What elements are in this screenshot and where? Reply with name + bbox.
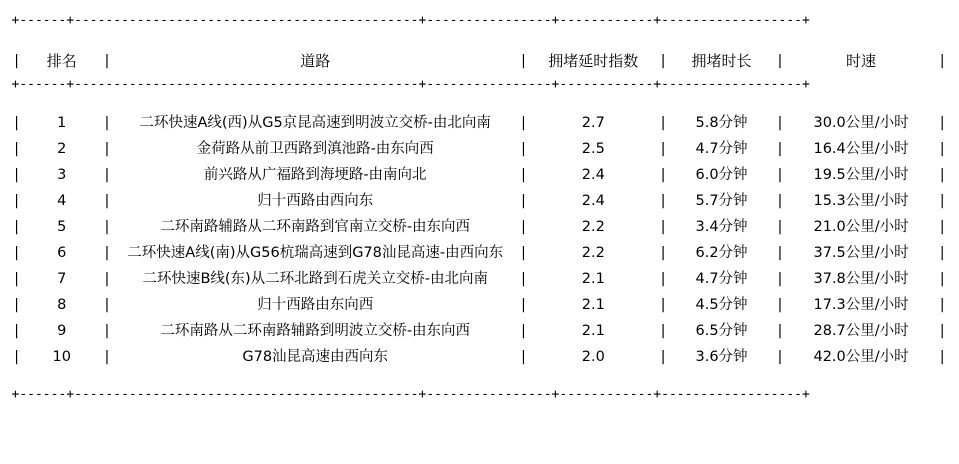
bar-glyph: | [519,271,528,287]
bar-glyph: | [938,245,947,261]
bar-glyph: | [12,193,21,209]
header-congestion-duration: 拥堵时长 [691,52,752,70]
bar-glyph: | [938,141,947,157]
bar-glyph: | [519,349,528,365]
cell-index: 2.2 [581,245,605,261]
cell-index: 2.1 [581,297,605,313]
bar-glyph: | [775,323,785,339]
bar-glyph: | [519,323,528,339]
bar-glyph: | [12,349,21,365]
cell-rank: 8 [57,297,67,313]
bar-glyph: | [658,245,668,261]
bar-glyph: | [658,141,668,157]
cell-rank: 5 [57,219,67,235]
spacer-row [12,370,948,386]
cell-speed: 30.0公里/小时 [813,115,909,131]
cell-index: 2.0 [581,349,605,365]
bar-glyph: | [658,323,668,339]
cell-index: 2.4 [581,193,605,209]
cell-duration: 4.7分钟 [695,271,748,287]
table-row [12,136,948,162]
cell-index: 2.5 [581,141,605,157]
bar-glyph: | [102,297,112,313]
bar-glyph: | [775,141,785,157]
cell-speed: 16.4公里/小时 [813,141,909,157]
cell-road: 二环快速A线(南)从G56杭瑞高速到G78汕昆高速-由西向东 [127,245,504,261]
table-row [12,292,948,318]
bar-glyph: | [12,271,21,287]
bar-glyph: | [102,53,112,69]
bar-glyph: | [519,53,528,69]
bar-glyph: | [519,167,528,183]
cell-rank: 1 [57,115,67,131]
cell-rank: 7 [57,271,67,287]
cell-road: 二环南路辅路从二环南路到官南立交桥-由东向西 [160,219,471,235]
cell-index: 2.1 [581,323,605,339]
cell-index: 2.7 [581,115,605,131]
cell-speed: 15.3公里/小时 [813,193,909,209]
bar-glyph: | [938,297,947,313]
cell-duration: 4.5分钟 [695,297,748,313]
bar-glyph: | [775,271,785,287]
bar-glyph: | [12,323,21,339]
bar-glyph: | [938,219,947,235]
bar-glyph: | [519,115,528,131]
header-rank: 排名 [46,52,77,70]
cell-duration: 4.7分钟 [695,141,748,157]
bar-glyph: | [775,297,785,313]
cell-speed: 17.3公里/小时 [813,297,909,313]
cell-speed: 28.7公里/小时 [813,323,909,339]
cell-duration: 3.4分钟 [695,219,748,235]
cell-duration: 5.8分钟 [695,115,748,131]
cell-index: 2.1 [581,271,605,287]
bar-glyph: | [102,323,112,339]
cell-road: 金荷路从前卫西路到滇池路-由东向西 [196,141,434,157]
table-rule-bottom [12,386,948,404]
cell-duration: 6.5分钟 [695,323,748,339]
table-rule-top [12,12,948,30]
bar-glyph: | [519,297,528,313]
bar-glyph: | [775,193,785,209]
cell-index: 2.2 [581,219,605,235]
table-rule-header [12,76,948,94]
bar-glyph: | [658,193,668,209]
rule-line: +------+--------------------------------------------+----------------+------------+------------------+ [11,387,810,402]
bar-glyph: | [938,115,947,131]
cell-rank: 2 [57,141,67,157]
bar-glyph: | [102,167,112,183]
bar-glyph: | [102,245,112,261]
bar-glyph: | [12,115,21,131]
bar-glyph: | [658,53,668,69]
cell-duration: 6.2分钟 [695,245,748,261]
bar-glyph: | [12,141,21,157]
rule-line: +------+--------------------------------------------+----------------+------------+------------------+ [11,77,810,92]
bar-glyph: | [938,193,947,209]
cell-speed: 37.8公里/小时 [813,271,909,287]
bar-glyph: | [12,53,21,69]
bar-glyph: | [658,115,668,131]
bar-glyph: | [519,141,528,157]
table-row [12,214,948,240]
cell-speed: 42.0公里/小时 [813,349,909,365]
bar-glyph: | [658,297,668,313]
table-row [12,318,948,344]
cell-speed: 19.5公里/小时 [813,167,909,183]
bar-glyph: | [938,323,947,339]
table-row [12,266,948,292]
bar-glyph: | [102,141,112,157]
table-row [12,344,948,370]
bar-glyph: | [938,167,947,183]
table-header-row [12,46,948,76]
bar-glyph: | [775,167,785,183]
spacer-row [12,94,948,110]
cell-index: 2.4 [581,167,605,183]
bar-glyph: | [938,349,947,365]
table-row [12,240,948,266]
bar-glyph: | [775,115,785,131]
cell-road: 归十西路由西向东 [257,193,374,209]
bar-glyph: | [775,53,785,69]
cell-rank: 4 [57,193,67,209]
bar-glyph: | [775,349,785,365]
cell-duration: 3.6分钟 [695,349,748,365]
bar-glyph: | [658,219,668,235]
cell-rank: 10 [52,349,71,365]
bar-glyph: | [775,219,785,235]
cell-road: 前兴路从广福路到海埂路-由南向北 [203,167,427,183]
bar-glyph: | [519,219,528,235]
rule-line: +------+--------------------------------------------+----------------+------------+------------------+ [11,13,810,28]
cell-road: 二环快速A线(西)从G5京昆高速到明波立交桥-由北向南 [139,115,491,131]
cell-speed: 37.5公里/小时 [813,245,909,261]
bar-glyph: | [519,245,528,261]
bar-glyph: | [12,297,21,313]
bar-glyph: | [938,271,947,287]
cell-road: G78汕昆高速由西向东 [242,349,389,365]
bar-glyph: | [519,193,528,209]
cell-rank: 3 [57,167,67,183]
bar-glyph: | [102,219,112,235]
cell-road: 二环南路从二环南路辅路到明波立交桥-由东向西 [160,323,471,339]
cell-road: 归十西路由东向西 [257,297,374,313]
cell-duration: 6.0分钟 [695,167,748,183]
table-row [12,110,948,136]
header-speed: 时速 [846,52,877,70]
table-row [12,188,948,214]
cell-road: 二环快速B线(东)从二环北路到石虎关立交桥-由北向南 [142,271,488,287]
table-row [12,162,948,188]
bar-glyph: | [102,271,112,287]
spacer-row [12,30,948,46]
cell-speed: 21.0公里/小时 [813,219,909,235]
bar-glyph: | [102,193,112,209]
cell-rank: 9 [57,323,67,339]
bar-glyph: | [102,115,112,131]
bar-glyph: | [102,349,112,365]
bar-glyph: | [658,167,668,183]
bar-glyph: | [12,245,21,261]
bar-glyph: | [658,349,668,365]
bar-glyph: | [658,271,668,287]
cell-duration: 5.7分钟 [695,193,748,209]
bar-glyph: | [775,245,785,261]
header-congestion-index: 拥堵延时指数 [548,52,639,70]
bar-glyph: | [938,53,947,69]
bar-glyph: | [12,167,21,183]
bar-glyph: | [12,219,21,235]
congestion-ranking-table [12,12,948,404]
cell-rank: 6 [57,245,67,261]
header-road: 道路 [300,52,331,70]
